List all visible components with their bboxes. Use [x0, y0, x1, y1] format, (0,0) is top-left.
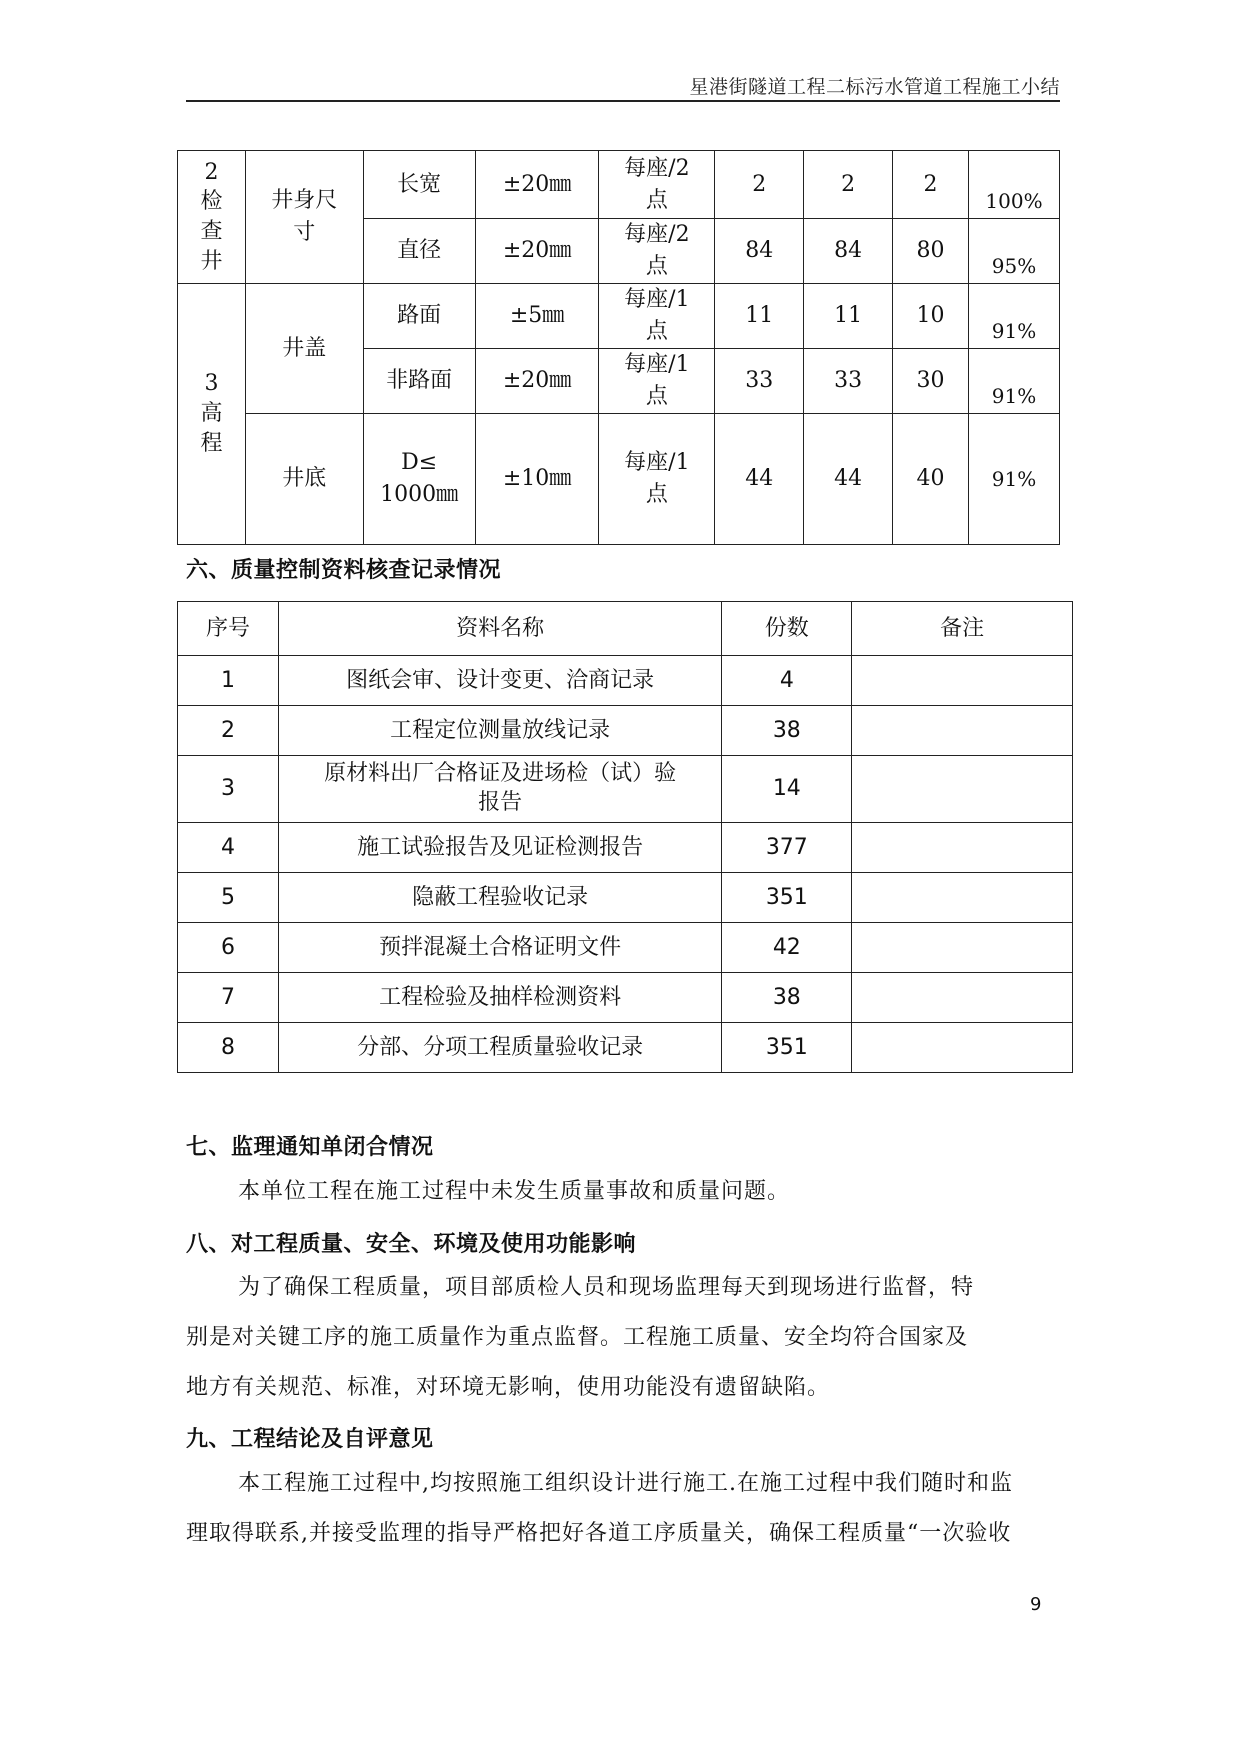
- table-row: [178, 1023, 1073, 1073]
- group-label: 2 检 查 井: [178, 151, 246, 284]
- sub-item: 路面: [363, 284, 475, 349]
- count-c: 30: [893, 349, 969, 414]
- table-row: [178, 923, 1073, 973]
- row-count: 4: [722, 656, 852, 706]
- table-row: [178, 823, 1073, 873]
- count-c: 80: [893, 219, 969, 284]
- count-a: 11: [715, 284, 804, 349]
- frequency: 每座/1 点: [599, 414, 715, 545]
- section-8-body: [186, 1263, 1106, 1413]
- paragraph-line: 本工程施工过程中,均按照施工组织设计进行施工.在施工过程中我们随时和监: [238, 1471, 1013, 1496]
- row-remark: [852, 873, 1073, 923]
- table-row: [178, 706, 1073, 756]
- group-label: 3 高 程: [178, 284, 246, 545]
- row-name: 分部、分项工程质量验收记录: [278, 1023, 721, 1073]
- paragraph-line: 本单位工程在施工过程中未发生质量事故和质量问题。: [238, 1179, 791, 1204]
- section-7-heading: 七、监理通知单闭合情况: [186, 1135, 434, 1160]
- frequency: 每座/1 点: [599, 284, 715, 349]
- tolerance: ±20㎜: [475, 151, 599, 219]
- row-no: 2: [178, 706, 279, 756]
- row-no: 1: [178, 656, 279, 706]
- paragraph-line: 为了确保工程质量，项目部质检人员和现场监理每天到现场进行监督，特: [238, 1275, 975, 1300]
- count-a: 44: [715, 414, 804, 545]
- row-name: 工程检验及抽样检测资料: [278, 973, 721, 1023]
- header-rule: [186, 100, 1060, 102]
- row-count: 351: [722, 873, 852, 923]
- row-name: 预拌混凝土合格证明文件: [278, 923, 721, 973]
- row-remark: [852, 1023, 1073, 1073]
- row-remark: [852, 656, 1073, 706]
- frequency: 每座/2 点: [599, 219, 715, 284]
- table-header-row: [178, 602, 1073, 656]
- quality-records-table: [177, 601, 1073, 1073]
- row-name: 隐蔽工程验收记录: [278, 873, 721, 923]
- item-label: 井底: [245, 414, 363, 545]
- item-label: 井盖: [245, 284, 363, 414]
- pass-rate: 95%: [968, 219, 1059, 284]
- row-remark: [852, 823, 1073, 873]
- col-header-count: 份数: [722, 602, 852, 656]
- count-c: 40: [893, 414, 969, 545]
- row-no: 8: [178, 1023, 279, 1073]
- row-no: 5: [178, 873, 279, 923]
- count-b: 11: [804, 284, 893, 349]
- count-c: 10: [893, 284, 969, 349]
- inspection-table: [177, 150, 1060, 545]
- pass-rate: 91%: [968, 284, 1059, 349]
- col-header-remark: 备注: [852, 602, 1073, 656]
- sub-item: 直径: [363, 219, 475, 284]
- item-label: 井身尺 寸: [245, 151, 363, 284]
- row-count: 38: [722, 973, 852, 1023]
- paragraph-line: 地方有关规范、标准，对环境无影响，使用功能没有遗留缺陷。: [186, 1375, 831, 1400]
- row-no: 3: [178, 756, 279, 823]
- row-name: 工程定位测量放线记录: [278, 706, 721, 756]
- row-remark: [852, 706, 1073, 756]
- tolerance: ±20㎜: [475, 349, 599, 414]
- tolerance: ±20㎜: [475, 219, 599, 284]
- tolerance: ±5㎜: [475, 284, 599, 349]
- row-name: 施工试验报告及见证检测报告: [278, 823, 721, 873]
- count-a: 33: [715, 349, 804, 414]
- col-header-no: 序号: [178, 602, 279, 656]
- row-no: 7: [178, 973, 279, 1023]
- count-a: 84: [715, 219, 804, 284]
- pass-rate: 91%: [968, 349, 1059, 414]
- section-8-heading: 八、对工程质量、安全、环境及使用功能影响: [186, 1232, 637, 1257]
- count-a: 2: [715, 151, 804, 219]
- count-b: 44: [804, 414, 893, 545]
- row-count: 351: [722, 1023, 852, 1073]
- count-b: 84: [804, 219, 893, 284]
- sub-item: 非路面: [363, 349, 475, 414]
- table-row: [178, 656, 1073, 706]
- page-number: 9: [1030, 1594, 1042, 1615]
- paragraph-line: 理取得联系,并接受监理的指导严格把好各道工序质量关，确保工程质量“一次验收: [186, 1521, 1012, 1546]
- sub-item: 长宽: [363, 151, 475, 219]
- table-row: [178, 873, 1073, 923]
- count-b: 33: [804, 349, 893, 414]
- col-header-name: 资料名称: [278, 602, 721, 656]
- pass-rate: 91%: [968, 414, 1059, 545]
- count-b: 2: [804, 151, 893, 219]
- row-remark: [852, 923, 1073, 973]
- frequency: 每座/2 点: [599, 151, 715, 219]
- table-row: [178, 756, 1073, 823]
- row-no: 6: [178, 923, 279, 973]
- row-count: 42: [722, 923, 852, 973]
- row-remark: [852, 973, 1073, 1023]
- header-title: 星港街隧道工程二标污水管道工程施工小结: [689, 76, 1060, 98]
- section-9-body: [186, 1459, 1106, 1559]
- frequency: 每座/1 点: [599, 349, 715, 414]
- row-count: 377: [722, 823, 852, 873]
- count-c: 2: [893, 151, 969, 219]
- table-row: [178, 973, 1073, 1023]
- row-name: 图纸会审、设计变更、洽商记录: [278, 656, 721, 706]
- paragraph-line: 别是对关键工序的施工质量作为重点监督。工程施工质量、安全均符合国家及: [186, 1325, 969, 1350]
- tolerance: ±10㎜: [475, 414, 599, 545]
- section-6-heading: 六、质量控制资料核查记录情况: [186, 558, 502, 583]
- pass-rate: 100%: [968, 151, 1059, 219]
- row-count: 14: [722, 756, 852, 823]
- section-9-heading: 九、工程结论及自评意见: [186, 1427, 434, 1452]
- row-remark: [852, 756, 1073, 823]
- row-count: 38: [722, 706, 852, 756]
- sub-item: D≤ 1000㎜: [363, 414, 475, 545]
- row-name: 原材料出厂合格证及进场检（试）验 报告: [278, 756, 721, 823]
- row-no: 4: [178, 823, 279, 873]
- section-7-body: [186, 1167, 1106, 1217]
